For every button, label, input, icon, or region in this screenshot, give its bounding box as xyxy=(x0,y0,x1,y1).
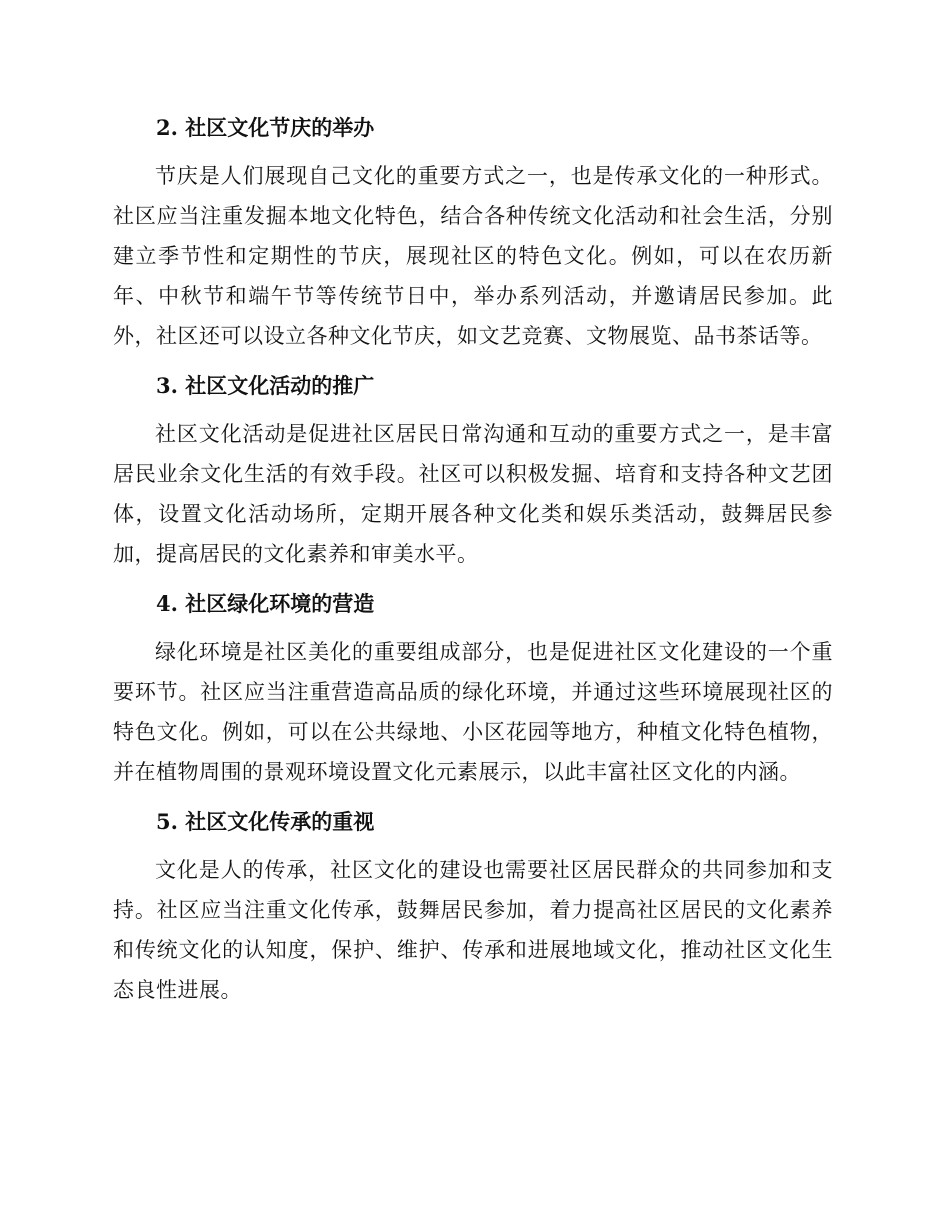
section-heritage xyxy=(113,802,833,1010)
section-heading: 2. 社区文化节庆的举办 xyxy=(156,115,375,140)
document-body xyxy=(113,108,833,1020)
section-paragraph: 节庆是人们展现自己文化的重要方式之一，也是传承文化的一种形式。社区应当注重发掘本地文化特色，结合各种传统文化活动和社会生活，分别建立季节性和定期性的节庆，展现社区的特色文化。例如，可以在农历新年、中秋节和端午节等传统节日中，举办系列活动，并邀请居民参加。此外，社区还可以设立各种文化节庆，如文艺竞赛、文物展览、品书茶话等。 xyxy=(113,164,833,348)
section-heading: 4. 社区绿化环境的营造 xyxy=(156,591,375,616)
section-greening xyxy=(113,584,833,792)
section-festivals xyxy=(113,108,833,356)
section-activities xyxy=(113,366,833,574)
section-heading: 5. 社区文化传承的重视 xyxy=(156,809,375,834)
section-paragraph: 绿化环境是社区美化的重要组成部分，也是促进社区文化建设的一个重要环节。社区应当注重营造高品质的绿化环境，并通过这些环境展现社区的特色文化。例如，可以在公共绿地、小区花园等地方，种植文化特色植物，并在植物周围的景观环境设置文化元素展示，以此丰富社区文化的内涵。 xyxy=(113,640,833,784)
section-heading: 3. 社区文化活动的推广 xyxy=(156,373,375,398)
section-paragraph: 社区文化活动是促进社区居民日常沟通和互动的重要方式之一，是丰富居民业余文化生活的有效手段。社区可以积极发掘、培育和支持各种文艺团体，设置文化活动场所，定期开展各种文化类和娱乐类活动，鼓舞居民参加，提高居民的文化素养和审美水平。 xyxy=(113,422,833,566)
section-paragraph: 文化是人的传承，社区文化的建设也需要社区居民群众的共同参加和支持。社区应当注重文化传承，鼓舞居民参加，着力提高社区居民的文化素养和传统文化的认知度，保护、维护、传承和进展地域文化，推动社区文化生态良性进展。 xyxy=(113,858,833,1002)
